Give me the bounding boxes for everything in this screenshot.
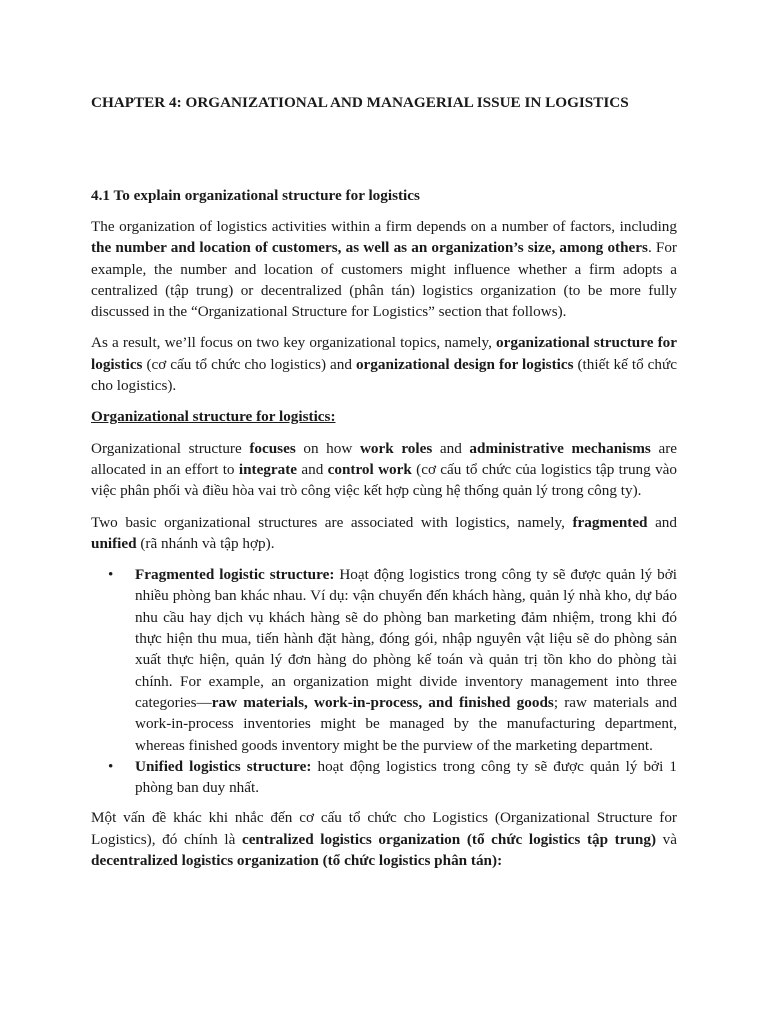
subheading-organizational-structure: Organizational structure for logistics: — [91, 408, 336, 426]
chapter-title: CHAPTER 4: ORGANIZATIONAL AND MANAGERIAL ISSUE IN LOGISTICS — [91, 94, 629, 111]
bold-phrase: organizational structure for logistics — [91, 334, 677, 373]
bold-phrase: work roles — [359, 439, 433, 457]
paragraph-key-topics: As a result, we’ll focus on two key organizational topics, namely, organizational structure for logistics (cơ cấu tổ chức cho logistics) and organizational design for logistics (thiết kế tổ chức cho logistics). — [91, 334, 677, 395]
paragraph-centralized-decentralized: Một vấn đề khác khi nhắc đến cơ cấu tổ chức cho Logistics (Organizational Structure for Logistics), đó chính là centralized logistics organization (tổ chức logistics tập trung) và decentralized logistics organization (tổ chức logistics phân tán): — [91, 809, 677, 870]
bullet-icon: • — [108, 566, 114, 584]
bold-phrase: Fragmented logistic structure: — [135, 566, 335, 584]
bullet-icon: • — [108, 757, 114, 775]
bold-phrase: control work — [327, 460, 412, 478]
list-item-unified: • Unified logistics structure: hoạt động logistics trong công ty sẽ được quản lý bởi 1 phòng ban duy nhất. — [108, 757, 677, 797]
bold-phrase: fragmented — [572, 513, 648, 531]
bold-phrase: focuses — [249, 439, 296, 457]
paragraph-structure-definition: Organizational structure focuses on how work roles and administrative mechanisms are allocated in an effort to integrate and control work (cơ cấu tổ chức của logistics tập trung vào việc phân phối và điều hòa vai trò công việc kết hợp cùng hệ thống quản lý trong công ty). — [91, 439, 677, 500]
list-item-fragmented: • Fragmented logistic structure: Hoạt động logistics trong công ty sẽ được quản lý bởi nhiều phòng ban khác nhau. Ví dụ: vận chuyển đến khách hàng, quản lý nhà kho, dự báo nhu cầu hay dịch vụ khách hàng sẽ do phòng ban marketing đảm nhiệm, trong khi đó thực hiện thu mua, tiến hành đặt hàng, đóng gói, nhập nguyên vật liệu sẽ do phòng sản xuất thực hiện, quản lý đơn hàng do phòng kế toán và quản trị tồn kho do phòng tài chính. For example, an organization might divide inventory management into three categories—raw materials, work-in-process, and finished goods; raw materials and work-in-process inventories might be managed by the manufacturing department, whereas finished goods inventory might be the purview of the marketing department. — [108, 566, 678, 754]
bold-phrase: administrative mechanisms — [469, 439, 651, 457]
bold-phrase: the number and location of customers, as well as an organization’s size, among others — [91, 239, 648, 257]
bold-phrase: unified — [91, 534, 137, 552]
paragraph-factors: The organization of logistics activities within a firm depends on a number of factors, including the number and location of customers, as well as an organization’s size, among others. For example, the number and location of customers might influence whether a firm adopts a centralized (tập trung) or decentralized (phân tán) logistics organization (to be more fully discussed in the “Organizational Structure for Logistics” section that follows). — [91, 218, 677, 321]
document-body — [91, 216, 677, 881]
bold-phrase: centralized logistics organization (tổ chức logistics tập trung) — [241, 830, 657, 848]
bold-phrase: organizational design for logistics — [355, 355, 574, 373]
bold-phrase: integrate — [238, 460, 298, 478]
structure-bullet-list — [91, 564, 677, 798]
paragraph-basic-structures: Two basic organizational structures are associated with logistics, namely, fragmented and unified (rã nhánh và tập hợp). — [91, 513, 677, 552]
section-heading: 4.1 To explain organizational structure for logistics — [91, 187, 420, 204]
bold-phrase: raw materials, work-in-process, and finished goods — [211, 693, 554, 711]
bold-phrase: Unified logistics structure: — [135, 757, 312, 775]
bold-phrase: decentralized logistics organization (tổ chức logistics phân tán): — [91, 852, 503, 870]
